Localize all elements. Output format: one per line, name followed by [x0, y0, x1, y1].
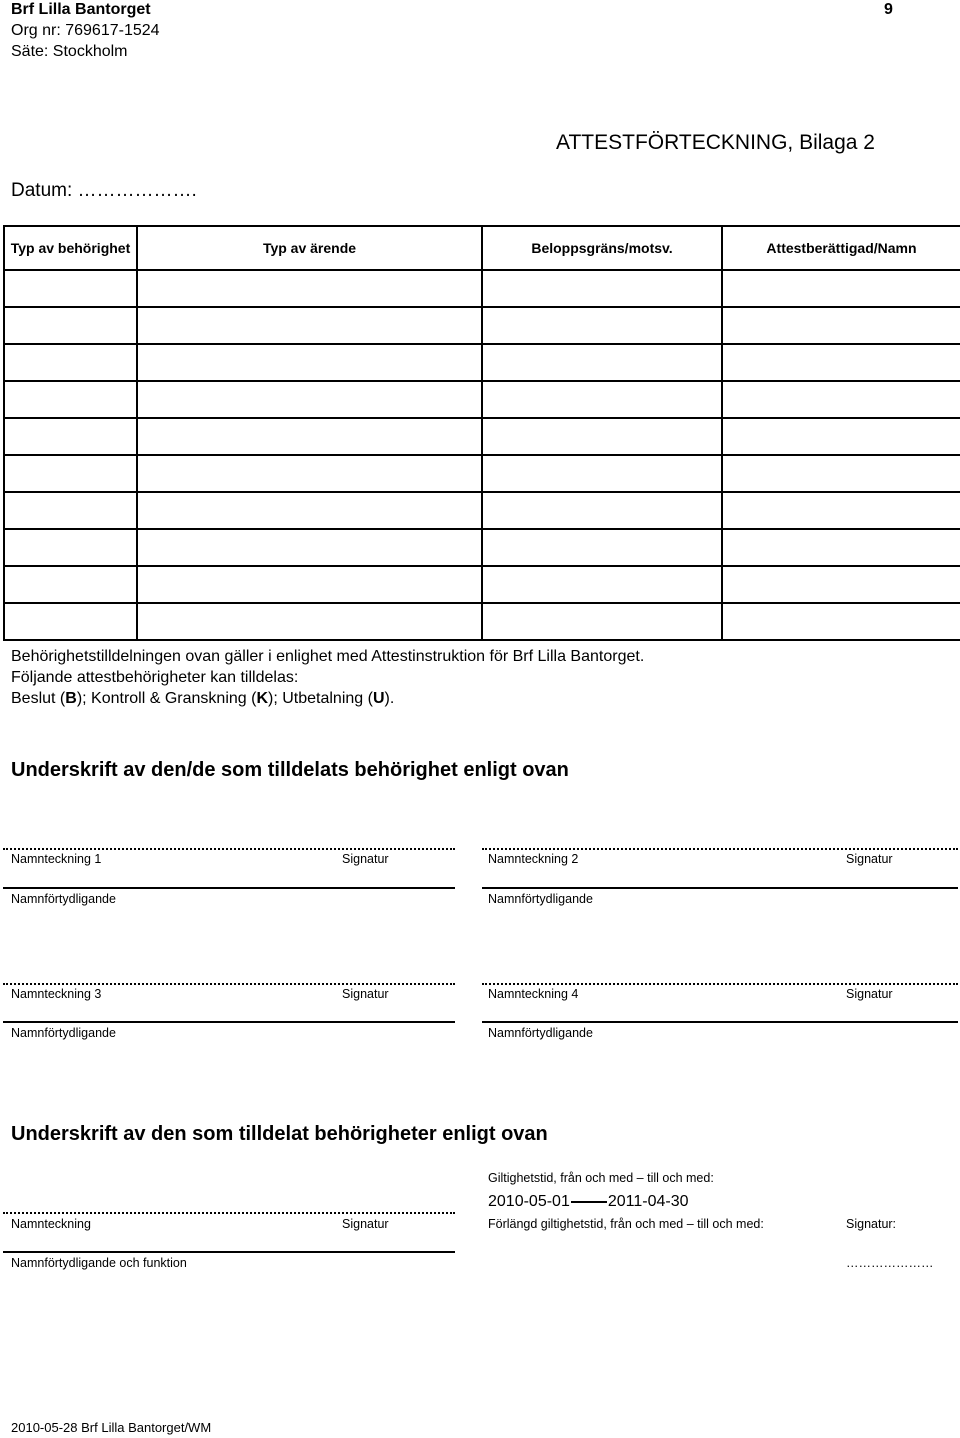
table-cell[interactable] [137, 529, 482, 566]
table-row [4, 492, 960, 529]
info-text-line-2: Följande attestbehörigheter kan tilldelas: [11, 669, 299, 686]
table-cell[interactable] [482, 529, 722, 566]
clarification-line-2[interactable] [482, 887, 958, 889]
table-cell[interactable] [4, 529, 137, 566]
table-cell[interactable] [722, 344, 960, 381]
table-cell[interactable] [137, 344, 482, 381]
attestation-table-body [4, 270, 960, 640]
info-text-segment: Beslut ( [11, 690, 66, 707]
assigner-signature-label: Namnteckning [11, 1217, 91, 1231]
table-cell[interactable] [722, 566, 960, 603]
validity-from: 2010-05-01 [488, 1193, 570, 1210]
table-row [4, 344, 960, 381]
table-cell[interactable] [722, 418, 960, 455]
table-row [4, 529, 960, 566]
signature-line-1[interactable] [3, 848, 455, 850]
assigner-clarification-label: Namnförtydligande och funktion [11, 1256, 187, 1270]
table-cell[interactable] [4, 455, 137, 492]
table-cell[interactable] [482, 492, 722, 529]
table-cell[interactable] [137, 381, 482, 418]
table-row [4, 270, 960, 307]
extended-validity-label: Förlängd giltighetstid, från och med – till och med: [488, 1217, 764, 1231]
validity-label: Giltighetstid, från och med – till och med: [488, 1171, 714, 1185]
table-cell[interactable] [482, 603, 722, 640]
table-cell[interactable] [137, 566, 482, 603]
organization-name: Brf Lilla Bantorget [11, 1, 151, 18]
table-row [4, 381, 960, 418]
table-cell[interactable] [482, 381, 722, 418]
info-text-segment: ). [384, 690, 395, 707]
column-header-amount-limit: Beloppsgräns/motsv. [482, 226, 722, 270]
column-header-authorized-name: Attestberättigad/Namn [722, 226, 960, 270]
column-header-authority-type: Typ av behörighet [4, 226, 137, 270]
assigner-initials-label: Signatur [342, 1217, 389, 1231]
validity-period [488, 1192, 689, 1212]
table-cell[interactable] [137, 270, 482, 307]
page-footer: 2010-05-28 Brf Lilla Bantorget/WM [11, 1420, 212, 1435]
organization-seat: Säte: Stockholm [11, 43, 128, 60]
extended-initials-label: Signatur: [846, 1217, 897, 1231]
table-cell[interactable] [137, 307, 482, 344]
info-text-segment: ); Utbetalning ( [268, 690, 373, 707]
table-cell[interactable] [482, 307, 722, 344]
clarification-label-4: Namnförtydligande [488, 1026, 593, 1040]
table-row [4, 307, 960, 344]
table-cell[interactable] [722, 492, 960, 529]
table-row [4, 455, 960, 492]
table-row [4, 566, 960, 603]
clarification-line-1[interactable] [3, 887, 455, 889]
page-number: 9 [884, 1, 893, 18]
table-cell[interactable] [722, 307, 960, 344]
table-cell[interactable] [4, 344, 137, 381]
initials-label-4: Signatur [846, 987, 893, 1001]
table-cell[interactable] [137, 492, 482, 529]
info-text-line-1: Behörighetstilldelningen ovan gäller i enlighet med Attestinstruktion för Brf Lilla Bantorget. [11, 648, 645, 665]
assignee-signatures-title: Underskrift av den/de som tilldelats behörighet enligt ovan [11, 759, 569, 781]
table-cell[interactable] [137, 418, 482, 455]
code-utbetalning: U [372, 690, 385, 707]
table-row [4, 603, 960, 640]
attestation-table [3, 225, 960, 641]
organization-number: Org nr: 769617-1524 [11, 22, 160, 39]
signature-line-3[interactable] [3, 983, 455, 985]
table-cell[interactable] [4, 381, 137, 418]
clarification-label-3: Namnförtydligande [11, 1026, 116, 1040]
table-row [4, 418, 960, 455]
table-cell[interactable] [4, 418, 137, 455]
code-kontroll: K [256, 690, 268, 707]
table-cell[interactable] [4, 307, 137, 344]
table-cell[interactable] [137, 603, 482, 640]
signature-label-1: Namnteckning 1 [11, 852, 102, 866]
table-cell[interactable] [482, 344, 722, 381]
table-cell[interactable] [482, 418, 722, 455]
table-header-row [4, 226, 960, 270]
table-cell[interactable] [4, 603, 137, 640]
code-beslut: B [65, 690, 77, 707]
table-cell[interactable] [482, 566, 722, 603]
assigner-signature-title: Underskrift av den som tilldelat behörigheter enligt ovan [11, 1123, 548, 1145]
date-field: Datum: ………………. [11, 180, 197, 201]
table-cell[interactable] [137, 455, 482, 492]
table-cell[interactable] [482, 455, 722, 492]
signature-line-4[interactable] [482, 983, 958, 985]
table-cell[interactable] [722, 381, 960, 418]
initials-label-2: Signatur [846, 852, 893, 866]
assigner-signature-line[interactable] [3, 1212, 455, 1214]
column-header-matter-type: Typ av ärende [137, 226, 482, 270]
signature-label-4: Namnteckning 4 [488, 987, 579, 1001]
info-text-segment: ); Kontroll & Granskning ( [76, 690, 257, 707]
table-cell[interactable] [4, 566, 137, 603]
table-cell[interactable] [722, 455, 960, 492]
table-cell[interactable] [722, 270, 960, 307]
clarification-line-3[interactable] [3, 1021, 455, 1023]
clarification-line-4[interactable] [482, 1021, 958, 1023]
clarification-label-2: Namnförtydligande [488, 892, 593, 906]
table-cell[interactable] [4, 270, 137, 307]
table-cell[interactable] [4, 492, 137, 529]
table-cell[interactable] [722, 529, 960, 566]
info-text-line-3 [11, 688, 394, 709]
validity-dash [571, 1201, 607, 1203]
signature-label-2: Namnteckning 2 [488, 852, 579, 866]
validity-to: 2011-04-30 [607, 1193, 689, 1210]
table-cell[interactable] [482, 270, 722, 307]
signature-line-2[interactable] [482, 848, 958, 850]
document-title: ATTESTFÖRTECKNING, Bilaga 2 [556, 131, 875, 154]
clarification-label-1: Namnförtydligande [11, 892, 116, 906]
signature-label-3: Namnteckning 3 [11, 987, 102, 1001]
initials-label-3: Signatur [342, 987, 389, 1001]
extended-validity-field[interactable]: ………………… [846, 1256, 934, 1270]
table-cell[interactable] [722, 603, 960, 640]
assigner-clarification-line[interactable] [3, 1251, 455, 1253]
initials-label-1: Signatur [342, 852, 389, 866]
